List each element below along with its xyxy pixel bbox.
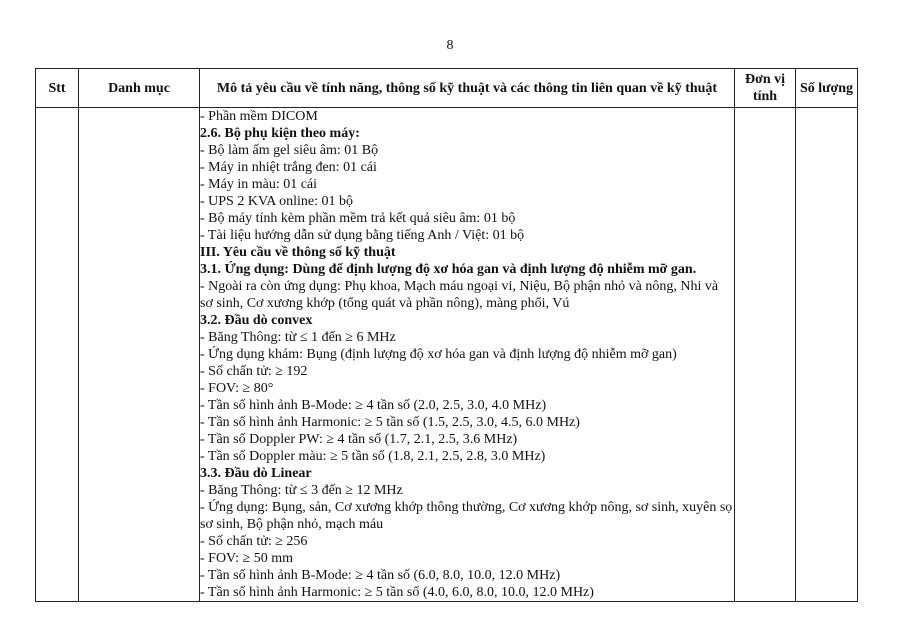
spec-line: - Tần số Doppler màu: ≥ 5 tần số (1.8, 2.1, 2.5, 2.8, 3.0 MHz) bbox=[200, 449, 546, 464]
cell-description bbox=[200, 108, 735, 602]
page-number: 8 bbox=[446, 38, 454, 53]
spec-line: - Tần số hình ảnh Harmonic: ≥ 5 tần số (1.5, 2.5, 3.0, 4.5, 6.0 MHz) bbox=[200, 415, 580, 430]
header-stt: Stt bbox=[36, 69, 79, 108]
section-heading: 3.2. Đầu dò convex bbox=[200, 313, 313, 328]
spec-line: - Máy in nhiệt trắng đen: 01 cái bbox=[200, 160, 377, 175]
section-heading: III. Yêu cầu về thông số kỹ thuật bbox=[200, 245, 396, 260]
spec-line: - Tài liệu hướng dẫn sử dụng bằng tiếng Anh / Việt: 01 bộ bbox=[200, 228, 525, 243]
cell-so-luong bbox=[796, 108, 858, 602]
header-mo-ta: Mô tả yêu cầu về tính năng, thông số kỹ thuật và các thông tin liên quan về kỹ thuật bbox=[200, 69, 735, 108]
spec-line: - Số chấn tử: ≥ 192 bbox=[200, 364, 308, 379]
spec-line: - UPS 2 KVA online: 01 bộ bbox=[200, 194, 353, 209]
spec-line: - Ứng dụng khám: Bụng (định lượng độ xơ hóa gan và định lượng độ nhiễm mỡ gan) bbox=[200, 347, 677, 362]
header-danh-muc: Danh mục bbox=[79, 69, 200, 108]
spec-line: - Băng Thông: từ ≤ 3 đến ≥ 12 MHz bbox=[200, 483, 403, 498]
spec-line: - Máy in màu: 01 cái bbox=[200, 177, 318, 192]
cell-danh-muc bbox=[79, 108, 200, 602]
header-so-luong: Số lượng bbox=[796, 69, 858, 108]
section-heading: 3.3. Đầu dò Linear bbox=[200, 466, 312, 481]
spec-line: - Bộ làm ấm gel siêu âm: 01 Bộ bbox=[200, 143, 379, 158]
spec-line: - FOV: ≥ 80° bbox=[200, 381, 274, 396]
spec-line: - Ngoài ra còn ứng dụng: Phụ khoa, Mạch máu ngoại vi, Niệu, Bộ phận nhỏ và nông, Nhi và sơ sinh, Cơ xương khớp (tổng quát và phần nông), màng phổi, Vú bbox=[200, 279, 719, 311]
cell-don-vi bbox=[735, 108, 796, 602]
spec-line: - Phần mềm DICOM bbox=[200, 109, 318, 124]
cell-stt bbox=[36, 108, 79, 602]
spec-line: - Tần số hình ảnh B-Mode: ≥ 4 tần số (2.0, 2.5, 3.0, 4.0 MHz) bbox=[200, 398, 547, 413]
spec-line: - Ứng dụng: Bụng, sản, Cơ xương khớp thông thường, Cơ xương khớp nông, sơ sinh, xuyên sọ sơ sinh, Bộ phận nhỏ, mạch máu bbox=[200, 500, 733, 532]
section-heading: 2.6. Bộ phụ kiện theo máy: bbox=[200, 126, 360, 141]
table-header-row bbox=[36, 69, 858, 108]
spec-line: - Tần số hình ảnh Harmonic: ≥ 5 tần số (4.0, 6.0, 8.0, 10.0, 12.0 MHz) bbox=[200, 585, 594, 600]
specification-table bbox=[35, 68, 858, 602]
spec-line: - Tần số Doppler PW: ≥ 4 tần số (1.7, 2.1, 2.5, 3.6 MHz) bbox=[200, 432, 518, 447]
spec-line: - FOV: ≥ 50 mm bbox=[200, 551, 293, 566]
spec-line: - Bộ máy tính kèm phần mềm trả kết quả siêu âm: 01 bộ bbox=[200, 211, 516, 226]
spec-line: - Số chấn tử: ≥ 256 bbox=[200, 534, 308, 549]
spec-line: - Băng Thông: từ ≤ 1 đến ≥ 6 MHz bbox=[200, 330, 396, 345]
table-row bbox=[36, 108, 858, 602]
spec-line: - Tần số hình ảnh B-Mode: ≥ 4 tần số (6.0, 8.0, 10.0, 12.0 MHz) bbox=[200, 568, 561, 583]
section-heading: 3.1. Ứng dụng: Dùng để định lượng độ xơ hóa gan và định lượng độ nhiễm mỡ gan. bbox=[200, 262, 697, 277]
header-don-vi: Đơn vị tính bbox=[735, 69, 796, 108]
